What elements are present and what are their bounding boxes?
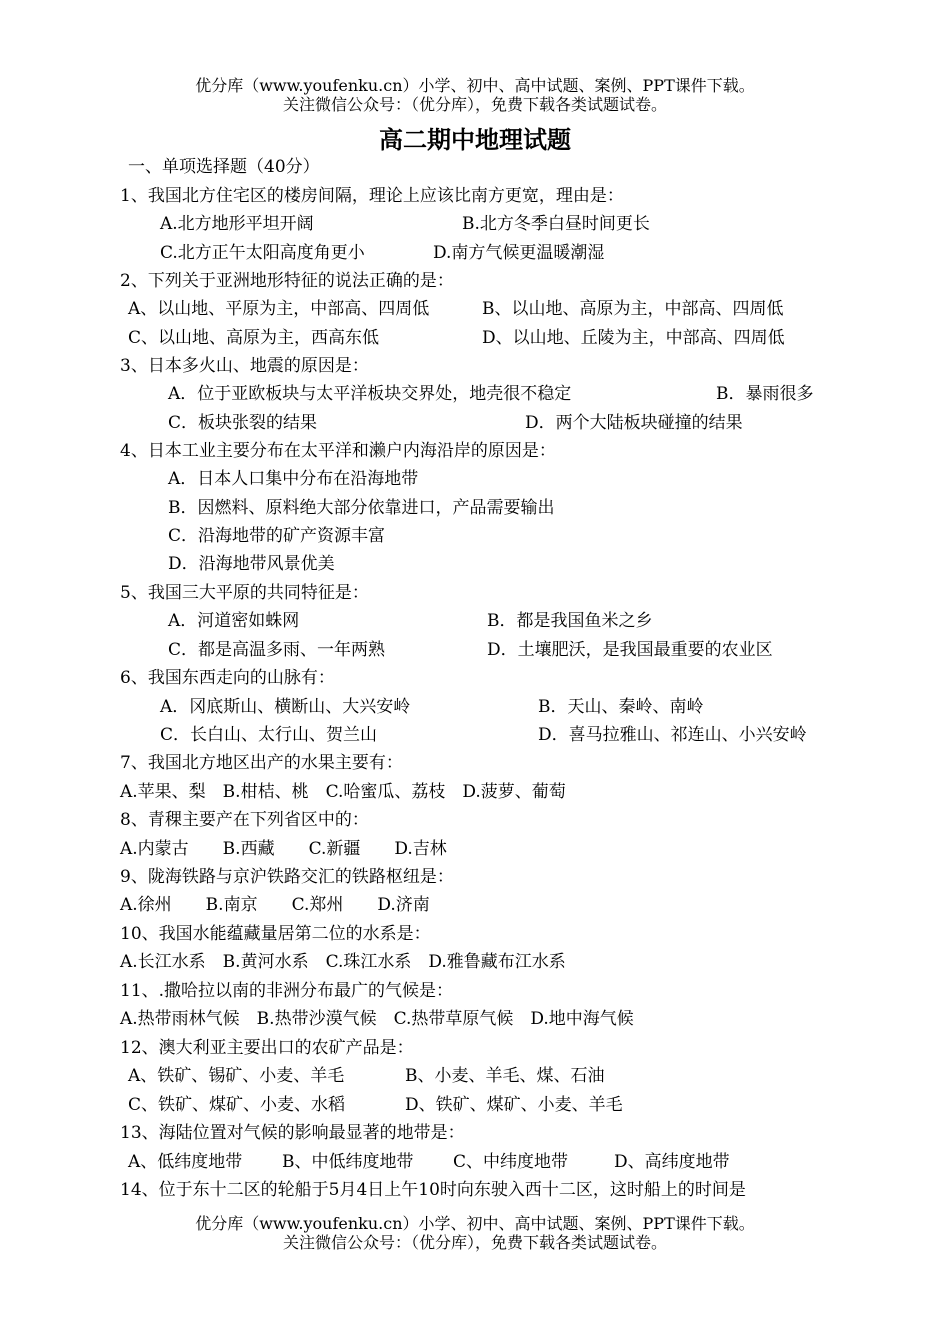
question-12-option-b: B、小麦、羊毛、煤、石油	[405, 1066, 605, 1086]
question-1-option-b: B.北方冬季白昼时间更长	[462, 214, 650, 234]
question-3-option-a: A．位于亚欧板块与太平洋板块交界处，地壳很不稳定	[168, 384, 572, 404]
footer-line-1: 优分库（www.youfenku.cn）小学、初中、高中试题、案例、PPT课件下载。	[195, 1214, 755, 1233]
page-title: 高二期中地理试题	[379, 125, 571, 154]
question-5-option-c: C．都是高温多雨、一年两熟	[168, 640, 386, 660]
question-3-stem: 3、日本多火山、地震的原因是：	[120, 356, 369, 376]
question-4-option-c: C．沿海地带的矿产资源丰富	[168, 526, 386, 546]
question-12-stem: 12、澳大利亚主要出口的农矿产品是：	[120, 1038, 414, 1058]
section-heading: 一、单项选择题（40分）	[128, 157, 320, 177]
question-6-stem: 6、我国东西走向的山脉有：	[120, 668, 335, 688]
question-13-option-d: D、高纬度地带	[614, 1152, 730, 1172]
question-5-stem: 5、我国三大平原的共同特征是：	[120, 583, 369, 603]
question-6-option-a: A．冈底斯山、横断山、大兴安岭	[160, 697, 411, 717]
question-9-options: A.徐州 B.南京 C.郑州 D.济南	[120, 895, 430, 915]
question-12-option-c: C、铁矿、煤矿、小麦、水稻	[128, 1095, 346, 1115]
header-line-2: 关注微信公众号：（优分库），免费下载各类试题试卷。	[282, 95, 667, 114]
question-2-option-b: B、以山地、高原为主，中部高、四周低	[482, 299, 784, 319]
question-13-option-c: C、中纬度地带	[453, 1152, 569, 1172]
question-8-stem: 8、青稞主要产在下列省区中的：	[120, 810, 369, 830]
question-4-stem: 4、日本工业主要分布在太平洋和濑户内海沿岸的原因是：	[120, 441, 556, 461]
question-11-stem: 11、.撒哈拉以南的非洲分布最广的气候是：	[120, 981, 454, 1001]
question-5-option-b: B．都是我国鱼米之乡	[487, 611, 653, 631]
question-4-option-a: A．日本人口集中分布在沿海地带	[168, 469, 419, 489]
question-13-option-b: B、中低纬度地带	[282, 1152, 414, 1172]
question-12-option-a: A、铁矿、锡矿、小麦、羊毛	[128, 1066, 345, 1086]
question-3-option-d: D．两个大陆板块碰撞的结果	[525, 413, 743, 433]
question-1-stem: 1、我国北方住宅区的楼房间隔，理论上应该比南方更宽，理由是：	[120, 186, 624, 206]
question-4-option-b: B．因燃料、原料绝大部分依靠进口，产品需要输出	[168, 498, 555, 518]
question-4-option-d: D．沿海地带风景优美	[168, 554, 335, 574]
question-2-option-a: A、以山地、平原为主，中部高、四周低	[128, 299, 430, 319]
question-11-options: A.热带雨林气候 B.热带沙漠气候 C.热带草原气候 D.地中海气候	[120, 1009, 634, 1029]
question-13-stem: 13、海陆位置对气候的影响最显著的地带是：	[120, 1123, 465, 1143]
header-line-1: 优分库（www.youfenku.cn）小学、初中、高中试题、案例、PPT课件下载。	[195, 76, 755, 95]
question-2-option-c: C、以山地、高原为主，西高东低	[128, 328, 380, 348]
question-5-option-a: A．河道密如蛛网	[168, 611, 300, 631]
question-7-options: A.苹果、梨 B.柑桔、桃 C.哈蜜瓜、荔枝 D.菠萝、葡萄	[120, 782, 566, 802]
question-8-options: A.内蒙古 B.西藏 C.新疆 D.吉林	[120, 839, 447, 859]
question-10-stem: 10、我国水能蕴藏量居第二位的水系是：	[120, 924, 431, 944]
question-7-stem: 7、我国北方地区出产的水果主要有：	[120, 753, 403, 773]
question-12-option-d: D、铁矿、煤矿、小麦、羊毛	[405, 1095, 623, 1115]
footer-line-2: 关注微信公众号：（优分库），免费下载各类试题试卷。	[282, 1233, 667, 1252]
question-6-option-d: D．喜马拉雅山、祁连山、小兴安岭	[538, 725, 807, 745]
question-9-stem: 9、陇海铁路与京沪铁路交汇的铁路枢纽是：	[120, 867, 454, 887]
question-6-option-c: C．长白山、太行山、贺兰山	[160, 725, 378, 745]
question-14-stem: 14、位于东十二区的轮船于5月4日上午10时向东驶入西十二区，这时船上的时间是	[120, 1180, 746, 1200]
question-2-stem: 2、下列关于亚洲地形特征的说法正确的是：	[120, 271, 454, 291]
question-10-options: A.长江水系 B.黄河水系 C.珠江水系 D.雅鲁藏布江水系	[120, 952, 566, 972]
question-2-option-d: D、以山地、丘陵为主，中部高、四周低	[482, 328, 785, 348]
question-13-option-a: A、低纬度地带	[128, 1152, 243, 1172]
question-1-option-a: A.北方地形平坦开阔	[160, 214, 314, 234]
question-3-option-c: C．板块张裂的结果	[168, 413, 318, 433]
question-5-option-d: D．土壤肥沃，是我国最重要的农业区	[487, 640, 773, 660]
question-6-option-b: B．天山、秦岭、南岭	[538, 697, 704, 717]
question-1-option-c: C.北方正午太阳高度角更小	[160, 243, 365, 263]
question-3-option-b: B．暴雨很多	[716, 384, 814, 404]
question-1-option-d: D.南方气候更温暖潮湿	[433, 243, 605, 263]
